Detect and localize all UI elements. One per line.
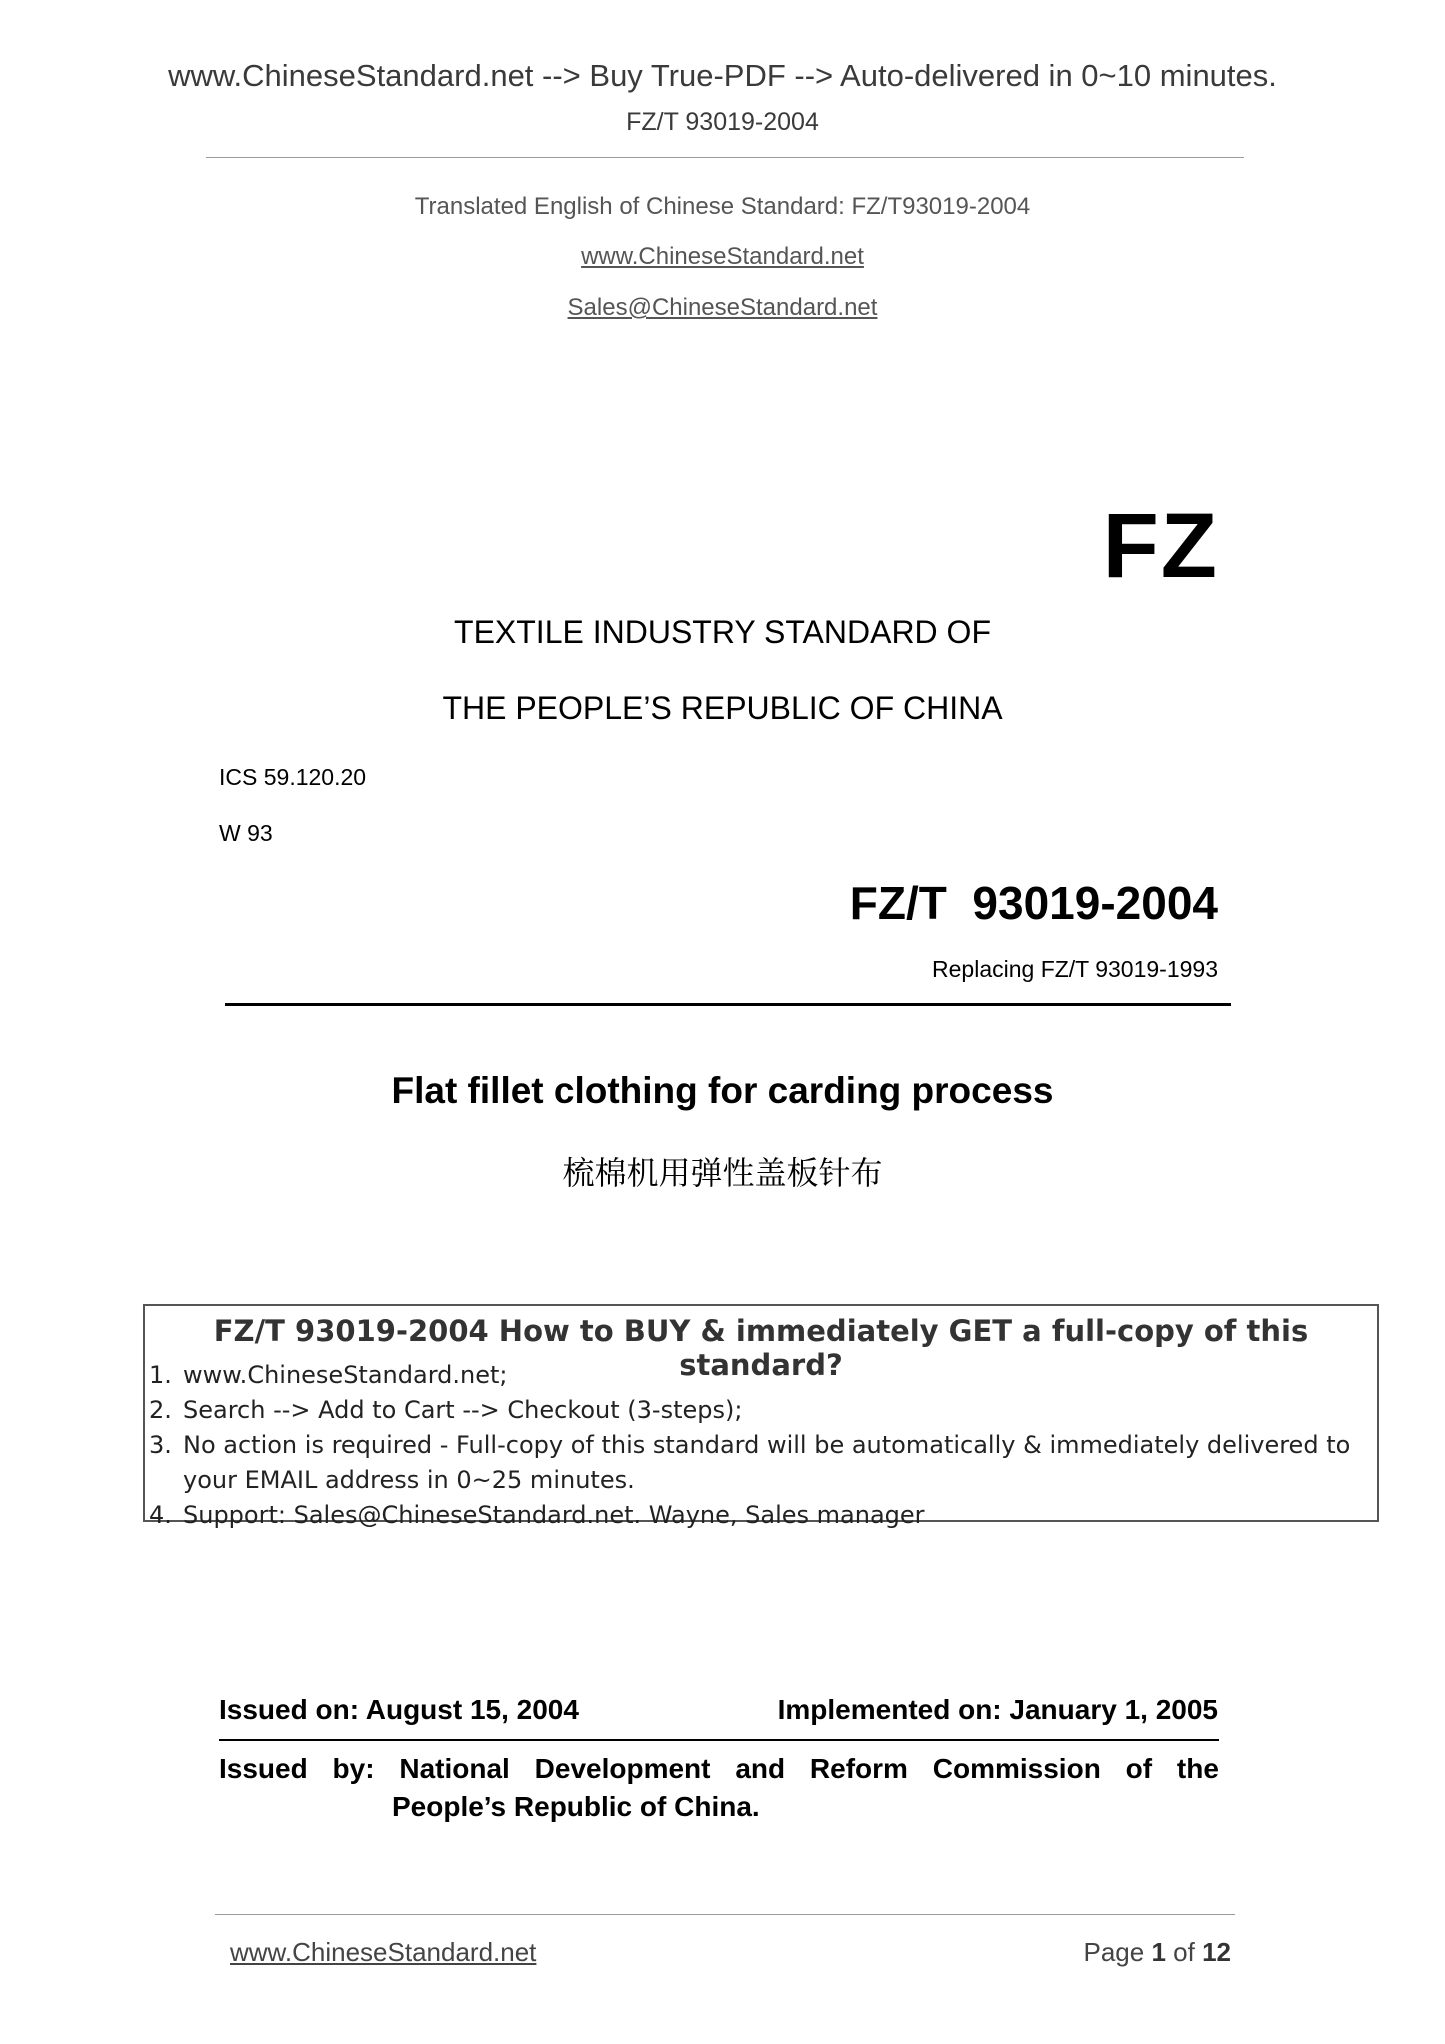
step-text: Support: Sales@ChineseStandard.net. Wayne, Sales manager (183, 1501, 925, 1529)
top-banner: www.ChineseStandard.net --> Buy True-PDF --> Auto-delivered in 0~10 minutes. (168, 58, 1277, 93)
standard-line-2: THE PEOPLE’S REPUBLIC OF CHINA (442, 690, 1003, 726)
buy-box-title: FZ/T 93019-2004 How to BUY & immediately GET a full-copy of this standard? (213, 1314, 1309, 1382)
step-text[interactable]: www.ChineseStandard.net; (183, 1361, 508, 1389)
step-number: 4. (149, 1501, 172, 1529)
implemented-on-date: Implemented on: January 1, 2005 (777, 1694, 1218, 1725)
page-prefix: Page (1083, 1937, 1145, 1967)
page-total: 12 (1202, 1937, 1231, 1967)
issued-by-word: National (399, 1753, 510, 1784)
issued-by-word: Commission (932, 1753, 1101, 1784)
step-number: 2. (149, 1396, 172, 1424)
footer-divider (215, 1914, 1235, 1915)
page-of: of (1173, 1937, 1195, 1967)
standard-line-1: TEXTILE INDUSTRY STANDARD OF (454, 614, 991, 650)
issued-by-word: of (1125, 1753, 1153, 1784)
step-number: 3. (149, 1431, 172, 1459)
issued-by-line-1 (219, 1750, 1219, 1788)
buy-instructions-box (143, 1304, 1379, 1529)
translation-email-row (0, 294, 1445, 322)
website-link[interactable]: www.ChineseStandard.net (581, 243, 864, 270)
list-item (149, 1498, 1373, 1533)
class-code: W 93 (219, 820, 273, 846)
step-number: 1. (149, 1361, 172, 1389)
buy-steps-list (149, 1358, 1373, 1533)
issued-by (219, 1750, 1219, 1826)
list-item (149, 1428, 1373, 1498)
page-indicator (1083, 1937, 1231, 1968)
issued-by-word: the (1176, 1753, 1219, 1784)
replacing-note: Replacing FZ/T 93019-1993 (932, 956, 1218, 982)
ics-code: ICS 59.120.20 (219, 764, 367, 790)
step-text: Search --> Add to Cart --> Checkout (3-steps); (183, 1396, 743, 1424)
issued-on-date: Issued on: August 15, 2004 (219, 1694, 579, 1725)
issued-by-word: Development (534, 1753, 711, 1784)
document-title: Flat fillet clothing for carding process (391, 1070, 1054, 1111)
list-item (149, 1393, 1373, 1428)
title-divider (225, 1003, 1231, 1006)
header-code: FZ/T 93019-2004 (626, 108, 819, 136)
list-item (149, 1358, 1373, 1393)
issuance-divider (219, 1739, 1219, 1741)
issued-by-word: and (735, 1753, 786, 1784)
footer-website-link[interactable]: www.ChineseStandard.net (230, 1937, 537, 1967)
fz-logo: FZ (1102, 495, 1219, 597)
page-current: 1 (1151, 1937, 1166, 1967)
issued-by-line-2: People’s Republic of China. (392, 1791, 760, 1822)
issued-by-word: Issued (219, 1753, 308, 1784)
issued-by-word: by: (332, 1753, 375, 1784)
header-divider (206, 157, 1244, 158)
translation-title: Translated English of Chinese Standard: FZ/T93019-2004 (414, 193, 1031, 220)
step-text: No action is required - Full-copy of this standard will be automatically & immediately delivered to your EMAIL address in 0~25 minutes. (183, 1431, 1351, 1494)
document-title-chinese: 梳棉机用弹性盖板针布 (562, 1154, 883, 1192)
issued-by-word: Reform (809, 1753, 908, 1784)
standard-code: FZ/T 93019-2004 (849, 877, 1218, 929)
email-link[interactable]: Sales@ChineseStandard.net (567, 294, 878, 321)
translation-website-row (0, 243, 1445, 271)
